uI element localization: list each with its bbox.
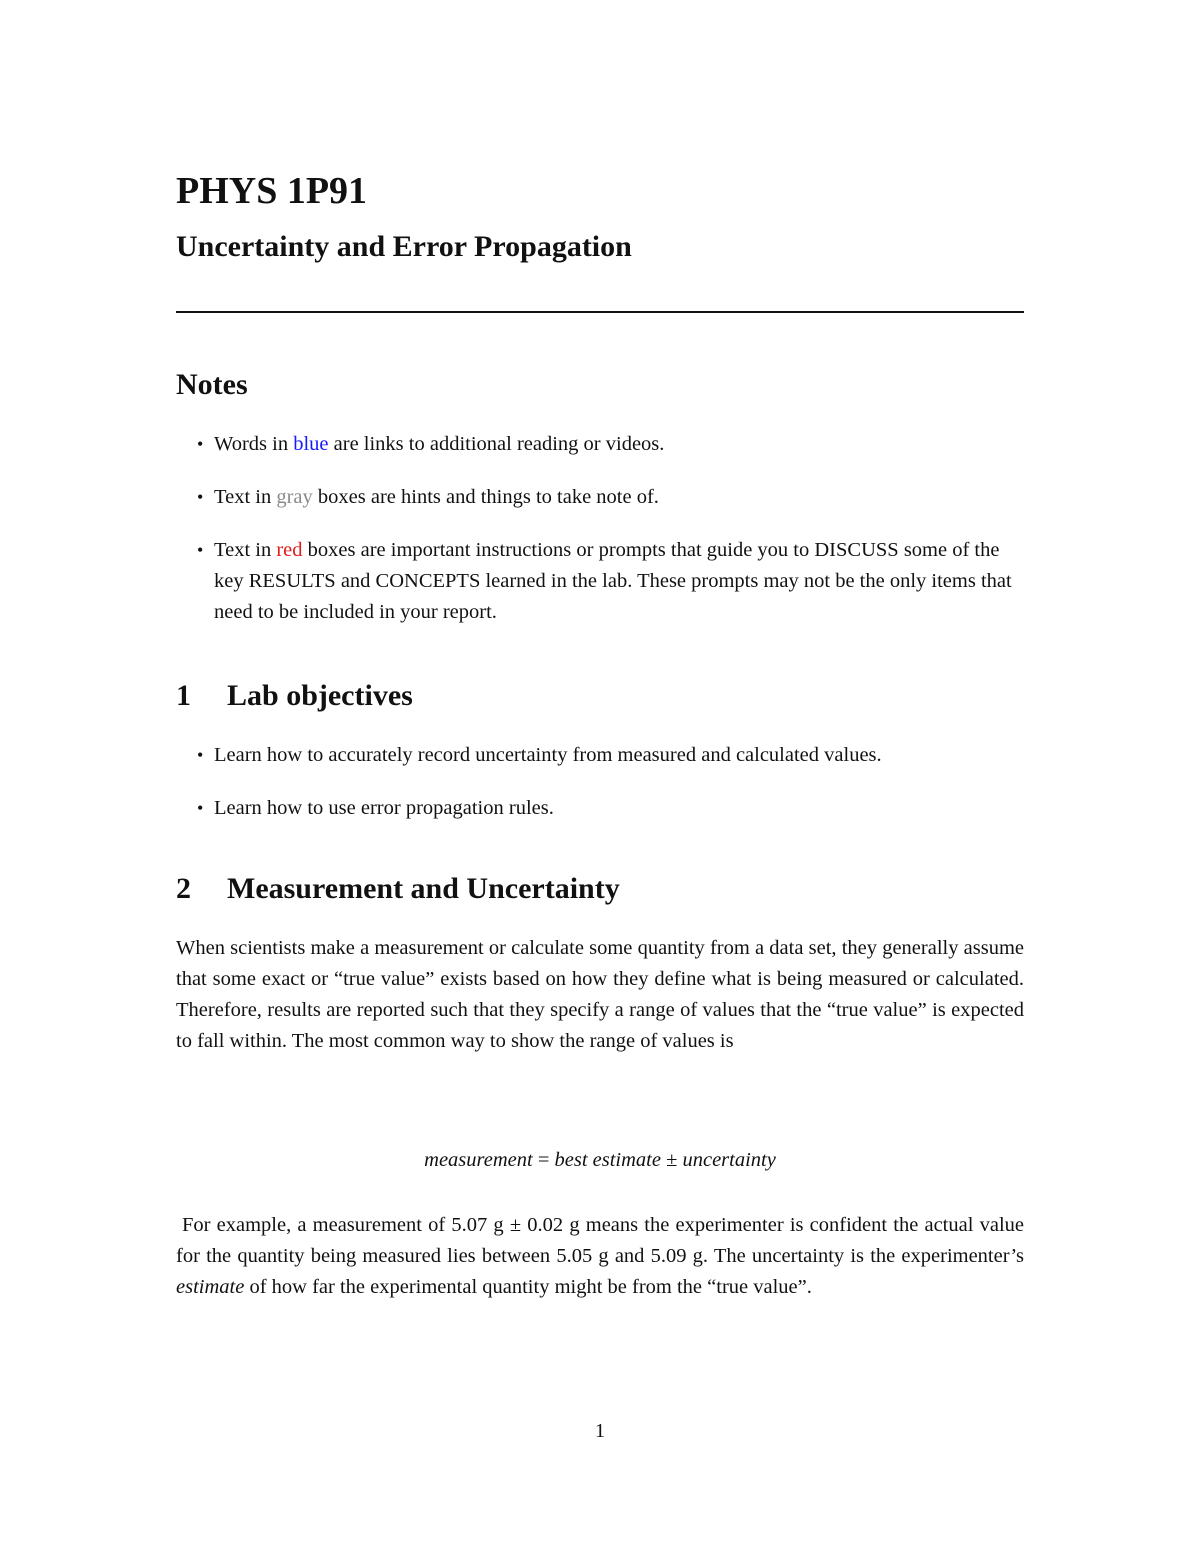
notes-heading: Notes [176,368,248,401]
page-number: 1 [594,1420,606,1442]
gray-highlight: gray [276,486,313,508]
document-subtitle: Uncertainty and Error Propagation [176,230,632,263]
section-number: 1 [176,679,191,712]
section-title: Measurement and Uncertainty [227,872,620,905]
section-title: Lab objectives [227,679,413,712]
notes-item: • Text in red boxes are important instructions or prompts that guide you to DISCUSS some of the key RESULTS and CONCEPTS learned in the lab. These prompts may not be the only items that need to be included in your report. [214,535,1026,628]
objective-item: • Learn how to accurately record uncertainty from measured and calculated values. [214,740,1026,771]
example-paragraph: For example, a measurement of 5.07 g ± 0.02 g means the experimenter is confident the actual value for the quantity being measured lies between 5.05 g and 5.09 g. The uncertainty is the experimenter’s estimate of how far the experimental quantity might be from the “true value”. [176,1214,1024,1298]
course-title: PHYS 1P91 [176,170,368,212]
section-number: 2 [176,872,191,905]
section-1-heading [176,677,413,715]
notes-item: • Text in gray boxes are hints and things to take note of. [214,482,1026,513]
notes-list [214,429,1026,628]
red-highlight: red [276,539,303,561]
notes-item: • Words in blue are links to additional reading or videos. [214,429,1026,460]
title-divider [176,311,1024,313]
objective-item: • Learn how to use error propagation rules. [214,793,1026,824]
objectives-list [214,740,1026,824]
measurement-equation: measurement = best estimate ± uncertainty [424,1149,776,1171]
section-2-heading [176,870,620,908]
blue-link-sample[interactable]: blue [293,433,329,455]
body-paragraph: When scientists make a measurement or calculate some quantity from a data set, they generally assume that some exact or “true value” exists based on how they define what is being measured or calculated. Therefore, results are reported such that they specify a range of values that the “true value” is expected to fall within. The most common way to show the range of values is [176,937,1024,1052]
emphasis-estimate: estimate [176,1276,245,1298]
